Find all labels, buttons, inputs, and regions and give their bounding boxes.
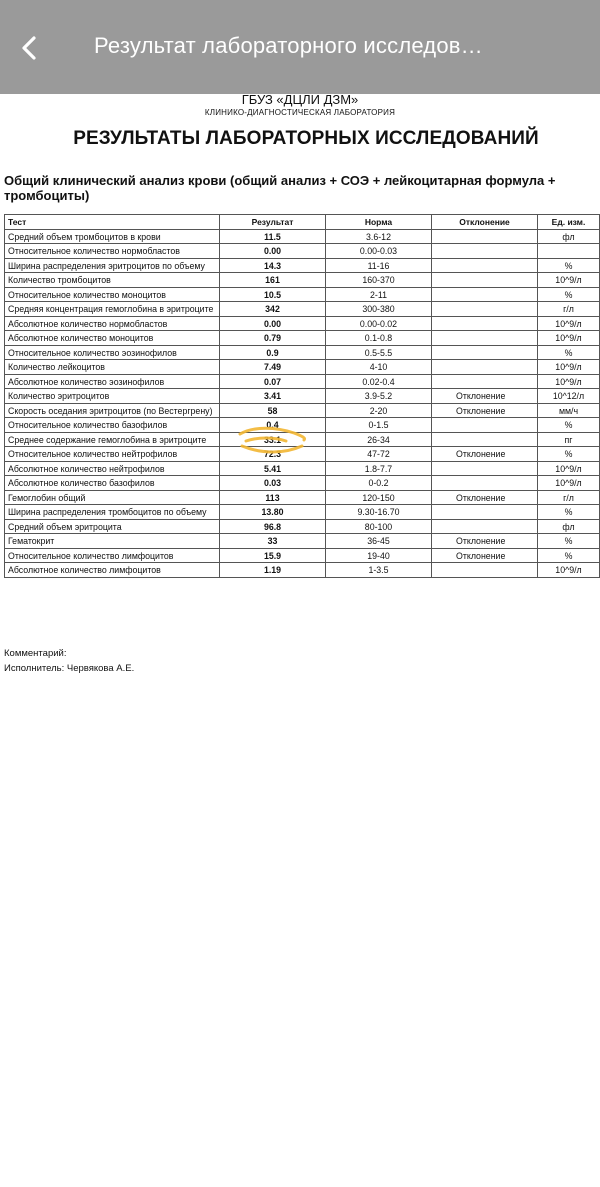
cell-unit: 10^9/л xyxy=(538,316,600,331)
cell-unit: 10^9/л xyxy=(538,563,600,578)
cell-unit: фл xyxy=(538,229,600,244)
cell-deviation xyxy=(432,374,538,389)
cell-test-name: Абсолютное количество нормобластов xyxy=(5,316,220,331)
cell-test-name: Абсолютное количество моноцитов xyxy=(5,331,220,346)
column-header-test: Тест xyxy=(5,215,220,230)
table-row xyxy=(5,403,600,418)
cell-norm: 26-34 xyxy=(326,432,432,447)
cell-test-name: Количество эритроцитов xyxy=(5,389,220,404)
cell-test-name: Скорость оседания эритроцитов (по Вестергрену) xyxy=(5,403,220,418)
cell-norm: 0.5-5.5 xyxy=(326,345,432,360)
cell-result: 0.00 xyxy=(220,316,326,331)
cell-unit: 10^9/л xyxy=(538,360,600,375)
cell-norm: 2-11 xyxy=(326,287,432,302)
cell-norm: 1-3.5 xyxy=(326,563,432,578)
cell-test-name: Гемоглобин общий xyxy=(5,490,220,505)
cell-norm: 0-1.5 xyxy=(326,418,432,433)
cell-result: 1.19 xyxy=(220,563,326,578)
footer xyxy=(4,646,134,676)
cell-deviation xyxy=(432,461,538,476)
cell-deviation: Отклонение xyxy=(432,389,538,404)
cell-unit: фл xyxy=(538,519,600,534)
cell-deviation xyxy=(432,505,538,520)
cell-norm: 9.30-16.70 xyxy=(326,505,432,520)
cell-test-name: Относительное количество базофилов xyxy=(5,418,220,433)
cell-deviation xyxy=(432,563,538,578)
cell-norm: 160-370 xyxy=(326,273,432,288)
table-row xyxy=(5,490,600,505)
cell-result: 7.49 xyxy=(220,360,326,375)
cell-unit: 10^9/л xyxy=(538,374,600,389)
table-row xyxy=(5,519,600,534)
cell-norm: 300-380 xyxy=(326,302,432,317)
cell-result: 0.79 xyxy=(220,331,326,346)
app-bar-title: Результат лабораторного исследов… xyxy=(94,33,483,58)
cell-result: 11.5 xyxy=(220,229,326,244)
cell-deviation xyxy=(432,432,538,447)
cell-test-name: Средний объем эритроцита xyxy=(5,519,220,534)
cell-norm: 1.8-7.7 xyxy=(326,461,432,476)
cell-deviation xyxy=(432,244,538,259)
column-header-norm: Норма xyxy=(326,215,432,230)
cell-deviation xyxy=(432,287,538,302)
cell-unit: % xyxy=(538,418,600,433)
table-row xyxy=(5,374,600,389)
cell-result: 96.8 xyxy=(220,519,326,534)
results-table xyxy=(4,214,600,578)
table-row xyxy=(5,258,600,273)
cell-deviation xyxy=(432,360,538,375)
table-header-row xyxy=(5,215,600,230)
cell-deviation xyxy=(432,229,538,244)
cell-unit: г/л xyxy=(538,490,600,505)
cell-result: 33.1 xyxy=(220,432,326,447)
cell-test-name: Средняя концентрация гемоглобина в эритроците xyxy=(5,302,220,317)
document-title: РЕЗУЛЬТАТЫ ЛАБОРАТОРНЫХ ИССЛЕДОВАНИЙ xyxy=(73,128,539,149)
cell-result: 3.41 xyxy=(220,389,326,404)
cell-test-name: Абсолютное количество эозинофилов xyxy=(5,374,220,389)
cell-deviation xyxy=(432,519,538,534)
comment-label: Комментарий: xyxy=(4,648,67,659)
cell-norm: 0-0.2 xyxy=(326,476,432,491)
table-row xyxy=(5,548,600,563)
organization-subtitle: КЛИНИКО-ДИАГНОСТИЧЕСКАЯ ЛАБОРАТОРИЯ xyxy=(204,108,396,117)
table-row xyxy=(5,418,600,433)
cell-test-name: Относительное количество лимфоцитов xyxy=(5,548,220,563)
cell-unit: % xyxy=(538,534,600,549)
cell-deviation xyxy=(432,331,538,346)
cell-deviation: Отклонение xyxy=(432,548,538,563)
cell-unit: % xyxy=(538,258,600,273)
cell-unit: % xyxy=(538,345,600,360)
cell-result: 0.03 xyxy=(220,476,326,491)
cell-norm: 4-10 xyxy=(326,360,432,375)
cell-norm: 0.1-0.8 xyxy=(326,331,432,346)
cell-norm: 0.02-0.4 xyxy=(326,374,432,389)
cell-deviation: Отклонение xyxy=(432,490,538,505)
cell-unit xyxy=(538,244,600,259)
executor-label: Исполнитель: Червякова А.Е. xyxy=(4,663,135,674)
table-row xyxy=(5,461,600,476)
cell-norm: 0.00-0.02 xyxy=(326,316,432,331)
cell-norm: 120-150 xyxy=(326,490,432,505)
cell-test-name: Среднее содержание гемоглобина в эритроците xyxy=(5,432,220,447)
cell-unit: % xyxy=(538,505,600,520)
cell-deviation xyxy=(432,316,538,331)
cell-unit: мм/ч xyxy=(538,403,600,418)
cell-deviation: Отклонение xyxy=(432,447,538,462)
column-header-unit: Ед. изм. xyxy=(538,215,600,230)
cell-unit: 10^9/л xyxy=(538,331,600,346)
cell-norm: 3.6-12 xyxy=(326,229,432,244)
cell-norm: 47-72 xyxy=(326,447,432,462)
cell-result: 161 xyxy=(220,273,326,288)
cell-test-name: Средний объем тромбоцитов в крови xyxy=(5,229,220,244)
cell-deviation xyxy=(432,258,538,273)
cell-result: 0.9 xyxy=(220,345,326,360)
cell-result: 13.80 xyxy=(220,505,326,520)
table-row xyxy=(5,273,600,288)
cell-result: 14.3 xyxy=(220,258,326,273)
column-header-deviation: Отклонение xyxy=(432,215,538,230)
cell-norm: 2-20 xyxy=(326,403,432,418)
cell-result: 10.5 xyxy=(220,287,326,302)
table-row xyxy=(5,331,600,346)
cell-norm: 11-16 xyxy=(326,258,432,273)
app-bar xyxy=(0,0,600,94)
table-row xyxy=(5,447,600,462)
cell-test-name: Абсолютное количество нейтрофилов xyxy=(5,461,220,476)
table-row xyxy=(5,476,600,491)
cell-unit: 10^9/л xyxy=(538,461,600,476)
cell-result: 58 xyxy=(220,403,326,418)
cell-unit: 10^12/л xyxy=(538,389,600,404)
cell-unit: г/л xyxy=(538,302,600,317)
table-row xyxy=(5,316,600,331)
cell-norm: 19-40 xyxy=(326,548,432,563)
cell-test-name: Ширина распределения тромбоцитов по объему xyxy=(5,505,220,520)
cell-test-name: Относительное количество моноцитов xyxy=(5,287,220,302)
cell-norm: 3.9-5.2 xyxy=(326,389,432,404)
cell-result: 15.9 xyxy=(220,548,326,563)
table-row xyxy=(5,302,600,317)
cell-result: 113 xyxy=(220,490,326,505)
cell-deviation xyxy=(432,273,538,288)
cell-unit: % xyxy=(538,287,600,302)
cell-result: 5.41 xyxy=(220,461,326,476)
cell-deviation: Отклонение xyxy=(432,534,538,549)
table-row xyxy=(5,345,600,360)
table-row xyxy=(5,534,600,549)
cell-result: 33 xyxy=(220,534,326,549)
table-row xyxy=(5,563,600,578)
cell-test-name: Гематокрит xyxy=(5,534,220,549)
cell-norm: 80-100 xyxy=(326,519,432,534)
cell-deviation xyxy=(432,302,538,317)
cell-deviation xyxy=(432,345,538,360)
cell-test-name: Относительное количество нормобластов xyxy=(5,244,220,259)
chevron-left-icon[interactable] xyxy=(14,30,46,66)
table-row xyxy=(5,432,600,447)
cell-test-name: Количество тромбоцитов xyxy=(5,273,220,288)
cell-result: 0.07 xyxy=(220,374,326,389)
table-row xyxy=(5,505,600,520)
cell-test-name: Абсолютное количество лимфоцитов xyxy=(5,563,220,578)
analysis-title: Общий клинический анализ крови (общий анализ + СОЭ + лейкоцитарная формула + тромбоциты) xyxy=(4,173,556,203)
cell-test-name: Абсолютное количество базофилов xyxy=(5,476,220,491)
organization-header xyxy=(0,94,600,117)
cell-norm: 36-45 xyxy=(326,534,432,549)
cell-unit: 10^9/л xyxy=(538,476,600,491)
table-row xyxy=(5,244,600,259)
table-row xyxy=(5,389,600,404)
cell-test-name: Ширина распределения эритроцитов по объему xyxy=(5,258,220,273)
cell-test-name: Относительное количество нейтрофилов xyxy=(5,447,220,462)
cell-deviation xyxy=(432,418,538,433)
cell-norm: 0.00-0.03 xyxy=(326,244,432,259)
column-header-result: Результат xyxy=(220,215,326,230)
cell-unit: 10^9/л xyxy=(538,273,600,288)
cell-result: 0.4 xyxy=(220,418,326,433)
cell-result: 72.3 xyxy=(220,447,326,462)
cell-deviation: Отклонение xyxy=(432,403,538,418)
cell-unit: пг xyxy=(538,432,600,447)
cell-result: 342 xyxy=(220,302,326,317)
cell-result: 0.00 xyxy=(220,244,326,259)
table-row xyxy=(5,287,600,302)
table-body xyxy=(5,229,600,577)
table-row xyxy=(5,360,600,375)
organization-name: ГБУЗ «ДЦЛИ ДЗМ» xyxy=(241,92,359,107)
cell-test-name: Количество лейкоцитов xyxy=(5,360,220,375)
cell-unit: % xyxy=(538,447,600,462)
cell-test-name: Относительное количество эозинофилов xyxy=(5,345,220,360)
cell-unit: % xyxy=(538,548,600,563)
cell-deviation xyxy=(432,476,538,491)
table-row xyxy=(5,229,600,244)
